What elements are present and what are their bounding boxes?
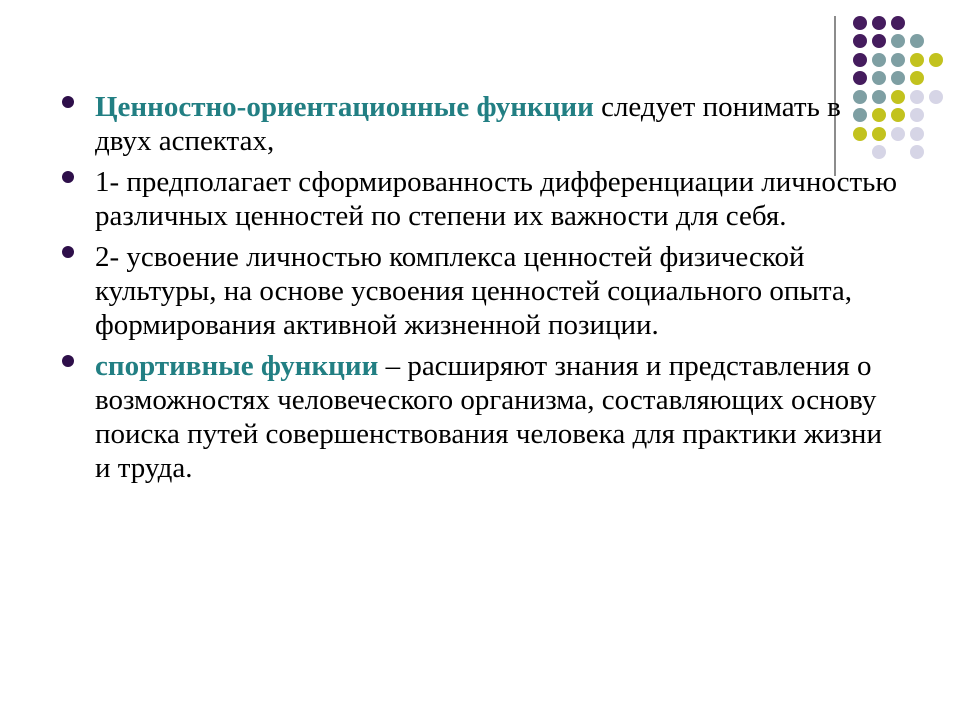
dot-teal (891, 53, 905, 67)
dot-teal (872, 53, 886, 67)
dot-purple (872, 16, 886, 30)
dot-purple (853, 71, 867, 85)
bullet-text: следует понимать в двух аспектах, (95, 91, 841, 157)
dot-lavender (910, 127, 924, 141)
bullet-highlight: Ценностно-ориентационные функции (95, 91, 594, 123)
dot-teal (910, 34, 924, 48)
bullet-text: 2- усвоение личностью комплекса ценностей физической культуры, на основе усвоения ценностей социального опыта, формирования активной жизненной позиции. (95, 241, 853, 341)
bullet-item (60, 165, 900, 233)
bullet-text: 1- предполагает сформированность дифференциации личностью различных ценностей по степени их важности для себя. (95, 166, 898, 232)
bullet-dot-icon (62, 355, 74, 367)
bullet-text: – расширяют знания и представления о возможностях человеческого организма, составляющих основу поиска путей совершенствования человека для практики жизни и труда. (95, 350, 882, 484)
dot-purple (853, 53, 867, 67)
dot-teal (891, 71, 905, 85)
dot-yellow (910, 71, 924, 85)
dot-teal (891, 34, 905, 48)
dot-purple (872, 34, 886, 48)
dot-purple (853, 34, 867, 48)
dot-lavender (910, 108, 924, 122)
bullet-dot-icon (62, 171, 74, 183)
dot-lavender (910, 90, 924, 104)
dot-lavender (929, 90, 943, 104)
bullet-highlight: спортивные функции (95, 350, 379, 382)
bullet-dot-icon (62, 96, 74, 108)
dot-yellow (910, 53, 924, 67)
bullet-dot-icon (62, 246, 74, 258)
dot-purple (891, 16, 905, 30)
bullet-list (60, 90, 900, 492)
bullet-item (60, 349, 900, 485)
dot-lavender (910, 145, 924, 159)
dot-teal (872, 71, 886, 85)
dot-purple (853, 16, 867, 30)
bullet-item (60, 90, 900, 158)
dot-yellow (929, 53, 943, 67)
bullet-item (60, 240, 900, 342)
